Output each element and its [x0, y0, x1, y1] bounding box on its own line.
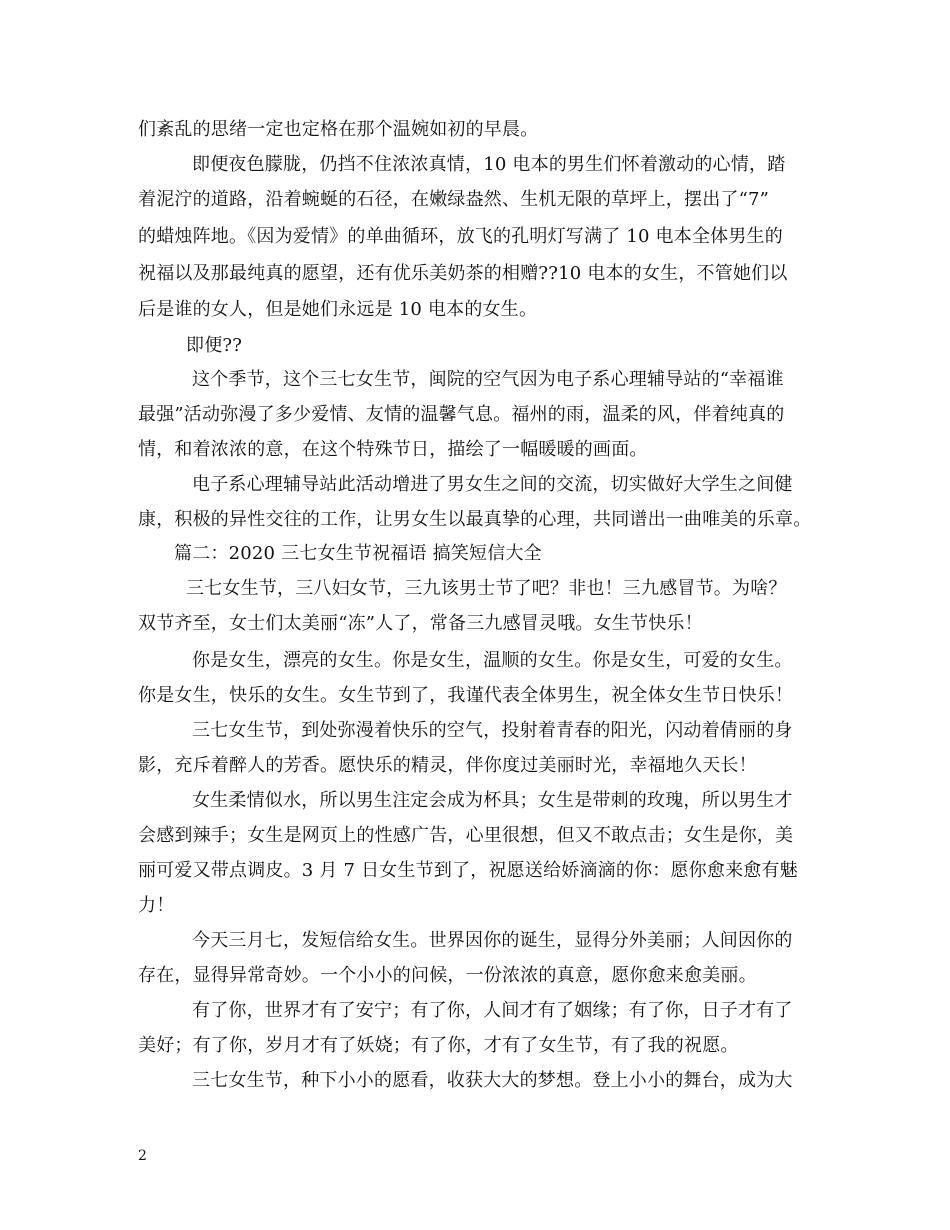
- text-line: 电子系心理辅导站此活动增进了男女生之间的交流，切实做好大学生之间健: [192, 474, 793, 495]
- text-line: 丽可爱又带点调皮。3 月 7 日女生节到了，祝愿送给娇滴滴的你：愿你愈来愈有魅: [138, 860, 798, 881]
- text-line: 三七女生节，种下小小的愿看，收获大大的梦想。登上小小的舞台，成为大: [192, 1070, 793, 1091]
- text-line: 即便夜色朦胧，仍挡不住浓浓真情，10 电本的男生们怀着激动的心情，踏: [192, 154, 786, 175]
- text-line: 最强”活动弥漫了多少爱情、友情的温馨气息。福州的雨，温柔的风，伴着纯真的: [138, 404, 785, 425]
- text-line: 即便??: [186, 335, 243, 356]
- text-line: 你是女生，快乐的女生。女生节到了，我谨代表全体男生，祝全体女生节日快乐！: [138, 685, 794, 706]
- text-line: 三七女生节，三八妇女节，三九该男士节了吧？非也！三九感冒节。为啥？: [186, 578, 787, 599]
- text-line: 三七女生节，到处弥漫着快乐的空气，投射着青春的阳光，闪动着倩丽的身: [192, 720, 793, 741]
- text-line: 着泥泞的道路，沿着蜿蜒的石径，在嫩绿盎然、生机无限的草坪上，摆出了“7”: [138, 189, 770, 210]
- text-line: 的蜡烛阵地。《因为爱情》的单曲循环，放飞的孔明灯写满了 10 电本全体男生的: [138, 226, 783, 247]
- text-line: 后是谁的女人，但是她们永远是 10 电本的女生。: [138, 299, 538, 320]
- text-line: 康，积极的异性交往的工作，让男女生以最真挚的心理，共同谱出一曲唯美的乐章。: [138, 509, 812, 530]
- text-line: 美好；有了你，岁月才有了妖娆；有了你，才有了女生节，有了我的祝愿。: [138, 1035, 739, 1056]
- text-line: 双节齐至，女士们太美丽“冻”人了，常备三九感冒灵哦。女生节快乐！: [138, 613, 703, 634]
- page-number: 2: [138, 1148, 147, 1164]
- text-line: 影，充斥着醉人的芳香。愿快乐的精灵，伴你度过美丽时光，幸福地久天长！: [138, 755, 757, 776]
- text-line: 会感到辣手；女生是网页上的性感广告，心里很想，但又不敢点击；女生是你，美: [138, 825, 794, 846]
- text-line: 祝福以及那最纯真的愿望，还有优乐美奶茶的相赠??10 电本的女生，不管她们以: [138, 263, 788, 284]
- text-line: 存在，显得异常奇妙。一个小小的问候，一份浓浓的真意，愿你愈来愈美丽。: [138, 965, 757, 986]
- text-line: 你是女生，漂亮的女生。你是女生，温顺的女生。你是女生，可爱的女生。: [192, 650, 793, 671]
- text-line: 们紊乱的思绪一定也定格在那个温婉如初的早晨。: [138, 119, 539, 140]
- text-line: 这个季节，这个三七女生节，闽院的空气因为电子系心理辅导站的“幸福谁: [192, 369, 784, 390]
- text-line: 情，和着浓浓的意，在这个特殊节日，描绘了一幅暖暖的画面。: [138, 439, 648, 460]
- text-line: 女生柔情似水，所以男生注定会成为杯具；女生是带刺的玫瑰，所以男生才: [192, 790, 793, 811]
- text-line: 力！: [138, 895, 175, 916]
- text-line: 今天三月七，发短信给女生。世界因你的诞生，显得分外美丽；人间因你的: [192, 930, 793, 951]
- section-heading: 篇二：2020 三七女生节祝福语 搞笑短信大全: [174, 543, 542, 564]
- text-line: 有了你，世界才有了安宁；有了你，人间才有了姻缘；有了你，日子才有了: [192, 1000, 793, 1021]
